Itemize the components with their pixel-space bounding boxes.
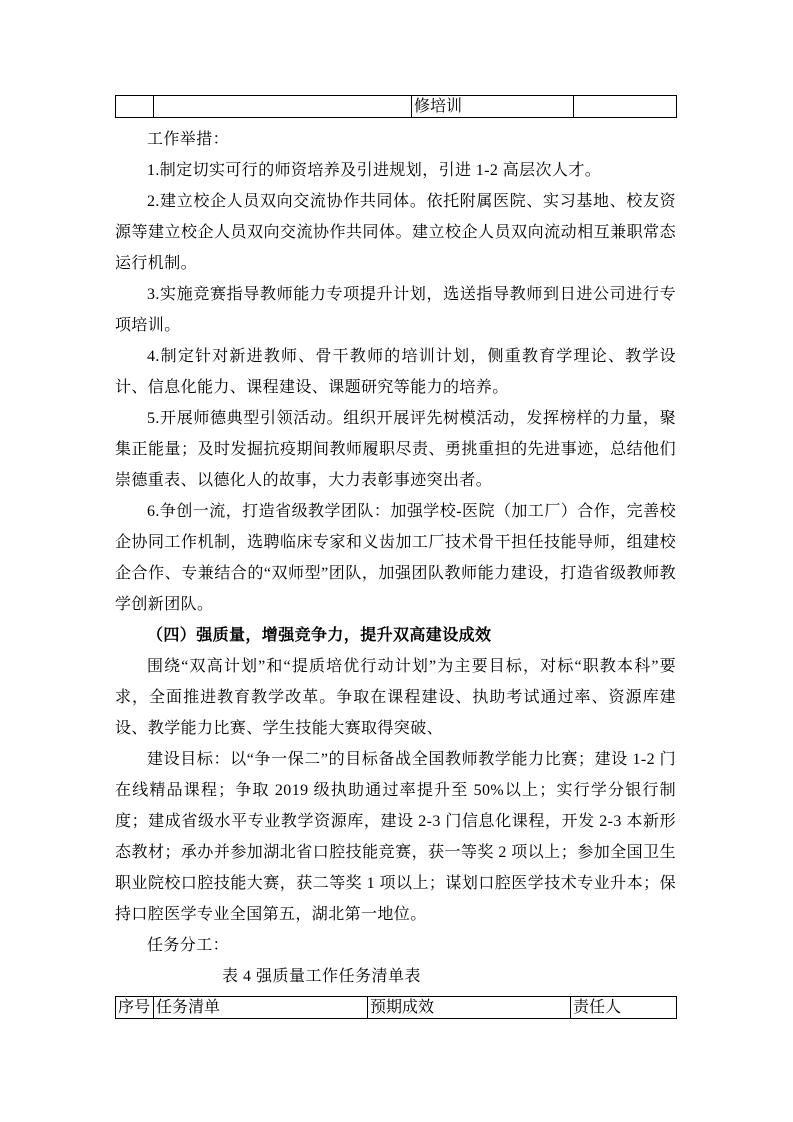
task-table (115, 996, 677, 1019)
header-cell-task-list: 任务清单 (154, 997, 368, 1019)
header-cell-expected-outcome: 预期成效 (368, 997, 571, 1019)
paragraph-work-measures-label: 工作举措： (147, 131, 230, 148)
paragraph-item-3: 3.实施竞赛指导教师能力专项提升计划，选送指导教师到日进公司进行专项培训。 (115, 286, 676, 334)
paragraph-item-2: 2.建立校企人员双向交流协作共同体。依托附属医院、实习基地、校友资源等建立校企人员双向交流协作共同体。建立校企人员双向流动相互兼职常态运行机制。 (115, 193, 676, 272)
table-cell-task (154, 96, 412, 118)
table-cell-outcome: 修培训 (412, 96, 574, 118)
paragraph-construction-goals: 建设目标：以“争一保二”的目标备战全国教师教学能力比赛；建设 1-2 门在线精品课程；争取 2019 级执助通过率提升至 50%以上；实行学分银行制度；建成省级水平专业教学资源库，建设 2-3 门信息化课程，开发 2-3 本新形态教材；承办并参加湖北省口腔技能竞赛，获一等奖 2 项以上；参加全国卫生职业院校口腔技能大赛，获二等奖 1 项以上；谋划口腔医学技术专业升本；保持口腔医学专业全国第五，湖北第一地位。 (115, 751, 676, 923)
paragraph-item-1: 1.制定切实可行的师资培养及引进规划，引进 1-2 高层次人才。 (147, 162, 602, 179)
header-cell-responsible: 责任人 (571, 997, 677, 1019)
paragraph-item-4: 4.制定针对新进教师、骨干教师的培训计划，侧重教育学理论、教学设计、信息化能力、课程建设、课题研究等能力的培养。 (115, 348, 676, 396)
paragraph-item-5: 5.开展师德典型引领活动。组织开展评先树模活动，发挥榜样的力量，聚集正能量；及时发掘抗疫期间教师履职尽责、勇挑重担的先进事迹，总结他们崇德重表、以德化人的故事，大力表彰事迹突出者。 (115, 410, 676, 489)
paragraph-item-6: 6.争创一流，打造省级教学团队：加强学校-医院（加工厂）合作，完善校企协同工作机制，选聘临床专家和义齿加工厂技术骨干担任技能导师，组建校企合作、专兼结合的“双师型”团队，加强团队教师能力建设，打造省级教师教学创新团队。 (115, 503, 676, 613)
paragraph-goals-intro: 围绕“双高计划”和“提质培优行动计划”为主要目标，对标“职教本科”要求，全面推进教育教学改革。争取在课程建设、执助考试通过率、资源库建设、教学能力比赛、学生技能大赛取得突破、 (115, 658, 676, 737)
continuation-table (115, 95, 677, 118)
task-table-wrap (115, 996, 676, 1019)
section-heading: （四）强质量，增强竞争力，提升双高建设成效 (147, 627, 492, 644)
paragraph-task-division-label: 任务分工： (147, 937, 230, 954)
table-caption: 表 4 强质量工作任务清单表 (222, 968, 422, 985)
task-table-header-row (116, 997, 677, 1019)
table-cell-seq (116, 96, 154, 118)
document-content (115, 95, 676, 1019)
table-cell-owner (574, 96, 677, 118)
header-cell-seq: 序号 (116, 997, 154, 1019)
body-text (115, 124, 676, 992)
table-row (116, 96, 677, 118)
